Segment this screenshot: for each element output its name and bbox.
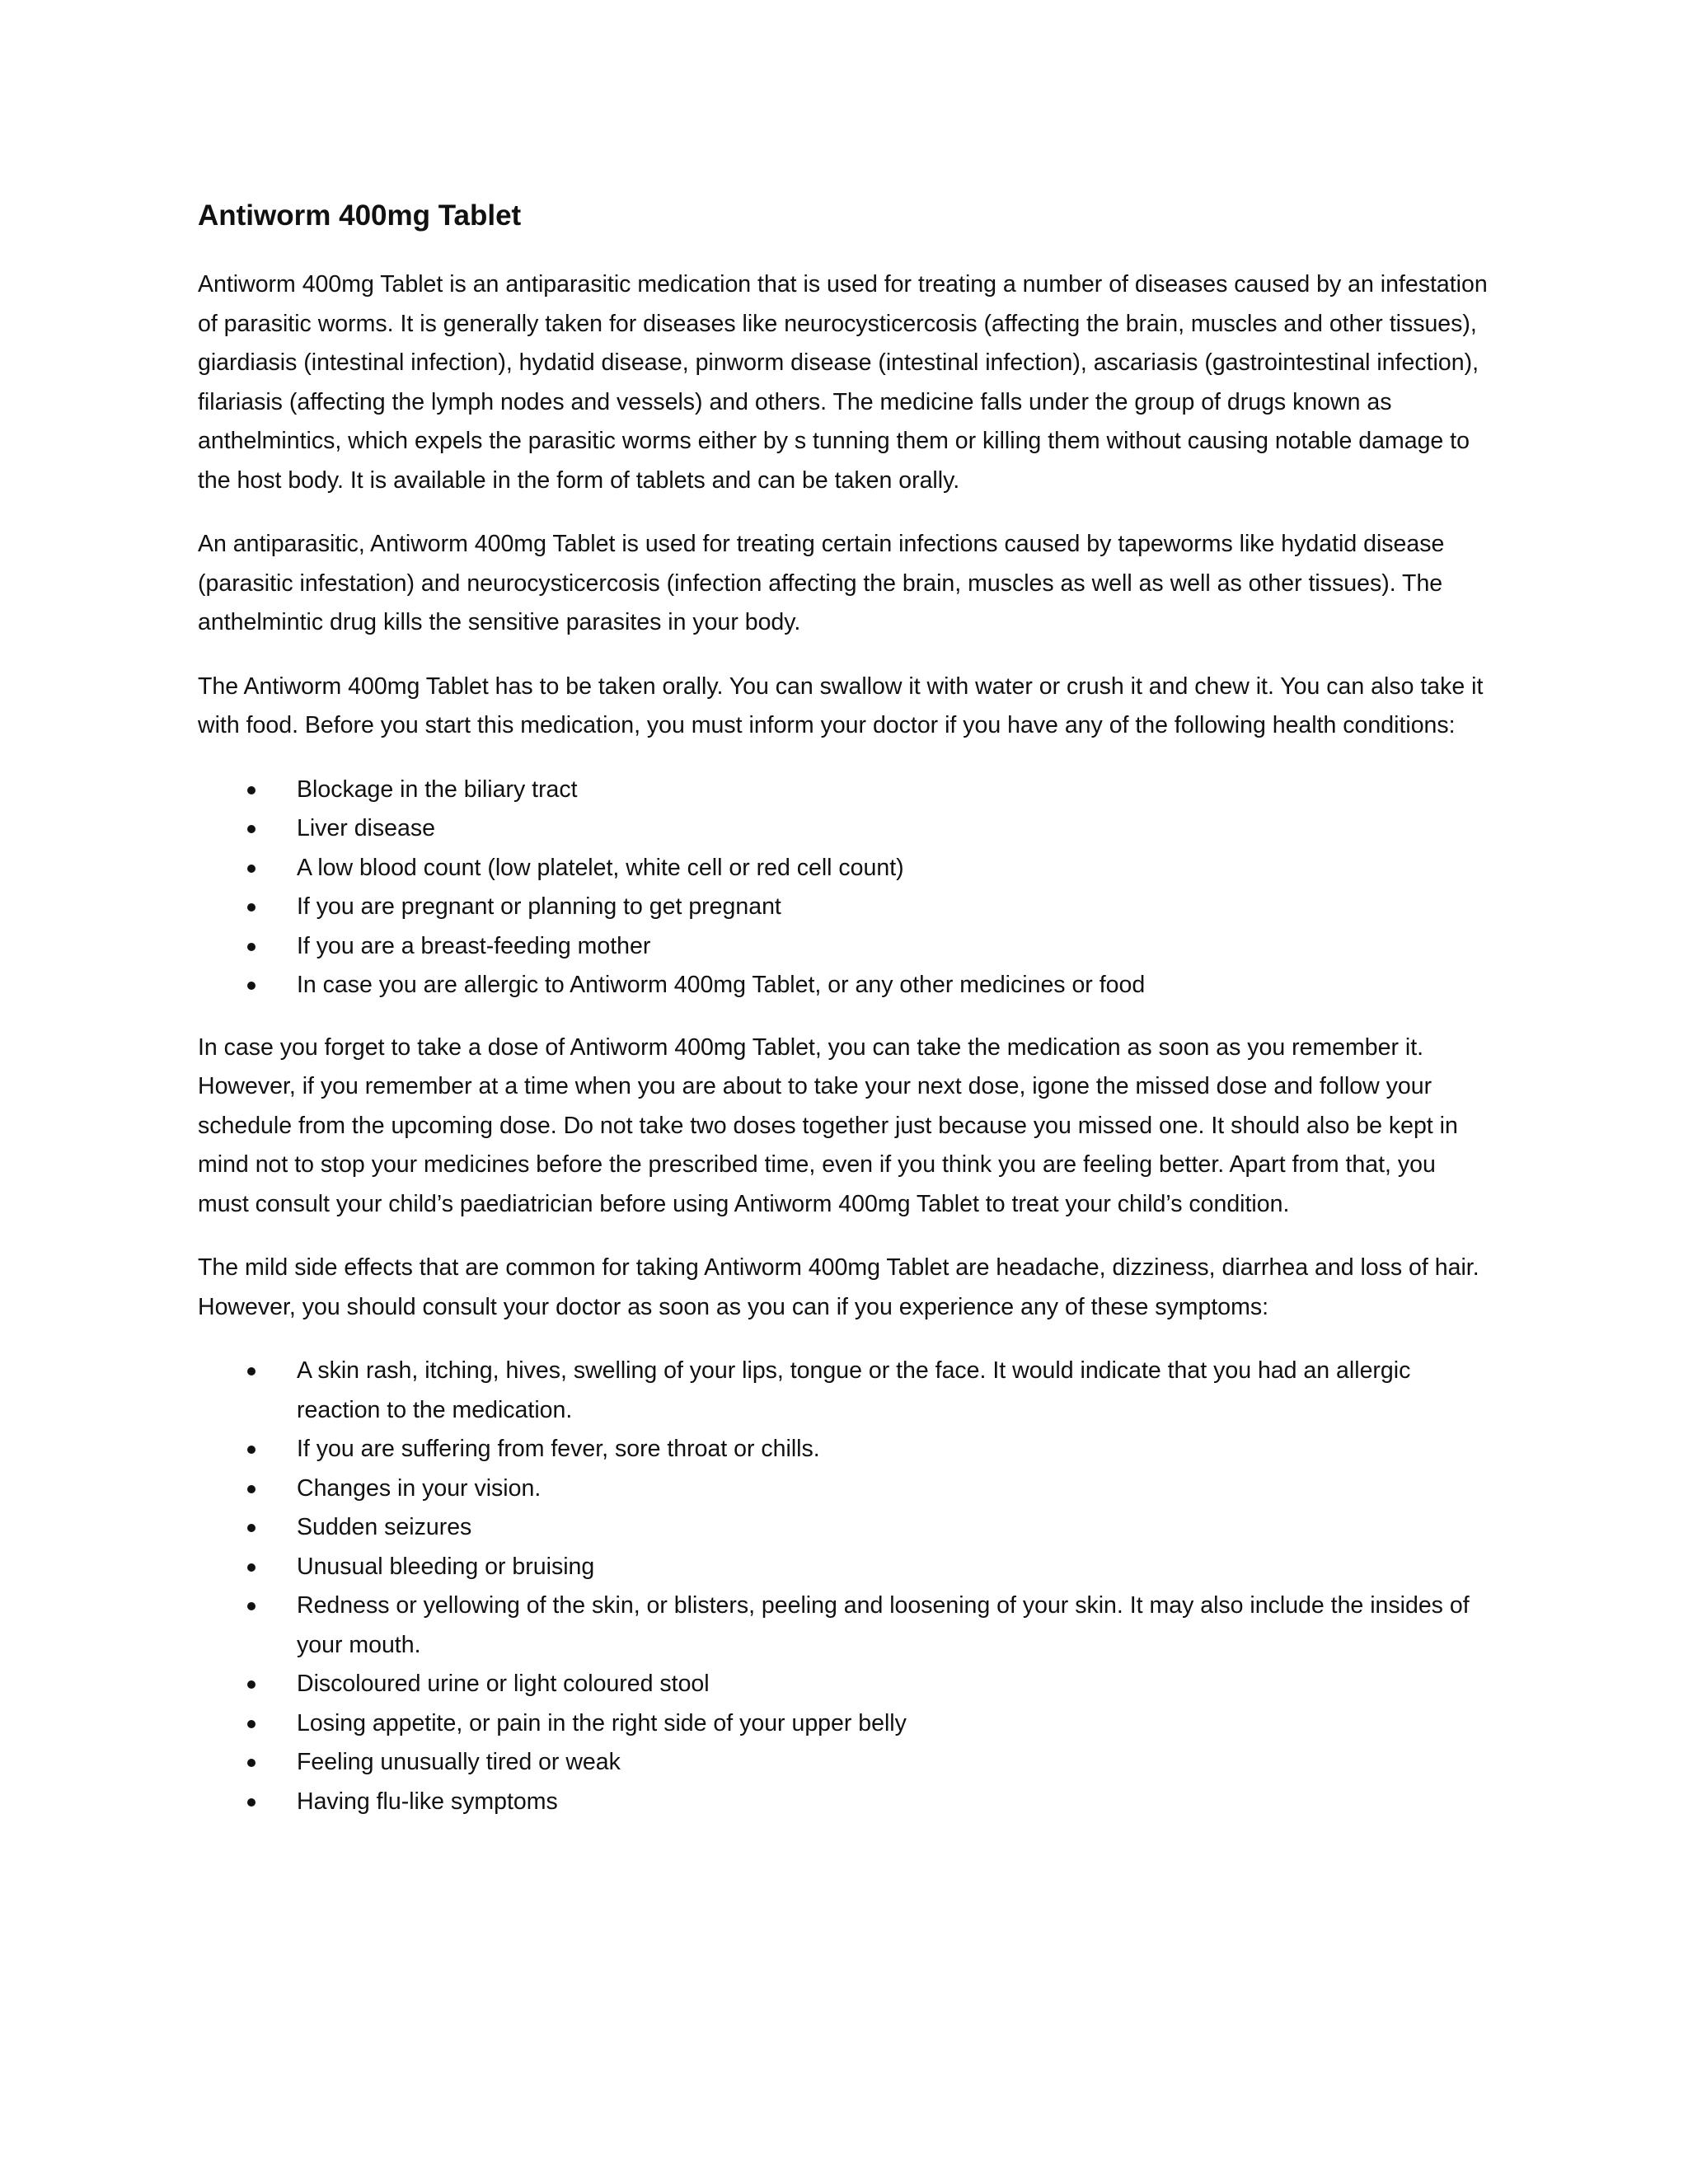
bullet-icon: [247, 1759, 256, 1767]
list-item-text: In case you are allergic to Antiworm 400mg Tablet, or any other medicines or food: [297, 972, 1146, 998]
paragraph-side-effects: The mild side effects that are common for taking Antiworm 400mg Tablet are headache, dizziness, diarrhea and loss of hair. However, you should consult your doctor as soon as you can if you experience any of these symptoms:: [198, 1254, 1479, 1320]
list-item: [198, 1704, 1492, 1744]
bullet-icon: [247, 786, 256, 794]
list-item: [198, 1548, 1492, 1587]
list-item-text: Blockage in the biliary tract: [297, 776, 578, 803]
list-item-text: If you are suffering from fever, sore throat or chills.: [297, 1436, 820, 1462]
list-item-text: If you are a breast-feeding mother: [297, 932, 651, 959]
bullet-icon: [247, 1485, 256, 1493]
list-item: [198, 1508, 1492, 1548]
symptoms-list: [198, 1352, 1492, 1821]
bullet-icon: [247, 1367, 256, 1376]
list-item: [198, 1743, 1492, 1783]
list-item-text: Sudden seizures: [297, 1514, 472, 1540]
list-item-text: Discoloured urine or light coloured stool: [297, 1671, 710, 1697]
list-item: [198, 1586, 1492, 1665]
list-item-text: Redness or yellowing of the skin, or blisters, peeling and loosening of your skin. It may also include the insides of your mouth.: [297, 1592, 1470, 1658]
paragraph-missed-dose: In case you forget to take a dose of Antiworm 400mg Tablet, you can take the medication as soon as you remember it. However, if you remember at a time when you are about to take your next dose, igone the missed dose and follow your schedule from the upcoming dose. Do not take two doses together just because you missed one. It should also be kept in mind not to stop your medicines before the prescribed time, even if you think you are feeling better. Apart from that, you must consult your child’s paediatrician before using Antiworm 400mg Tablet to treat your child’s condition.: [198, 1033, 1458, 1217]
list-item: [198, 1665, 1492, 1704]
bullet-icon: [247, 1798, 256, 1807]
bullet-icon: [247, 1446, 256, 1454]
list-item: [198, 771, 1492, 810]
bullet-icon: [247, 943, 256, 951]
health-conditions-list: [198, 771, 1492, 1005]
list-item: [198, 1430, 1492, 1469]
list-item: [198, 888, 1492, 927]
bullet-icon: [247, 982, 256, 990]
list-item-text: Changes in your vision.: [297, 1474, 542, 1502]
list-item: [198, 927, 1492, 967]
list-item: [198, 809, 1492, 849]
bullet-icon: [247, 825, 256, 833]
list-item-text: If you are pregnant or planning to get pregnant: [297, 893, 781, 920]
bullet-icon: [247, 1563, 256, 1572]
paragraph-administration: The Antiworm 400mg Tablet has to be taken orally. You can swallow it with water or crush it and chew it. You can also take it with food. Before you start this medication, you must inform your doctor if you have any of the following health conditions:: [198, 673, 1484, 738]
bullet-icon: [247, 865, 256, 873]
list-item: [198, 849, 1492, 888]
list-item-text: A skin rash, itching, hives, swelling of your lips, tongue or the face. It would indicate that you had an allergic reaction to the medication.: [297, 1357, 1411, 1423]
list-item-text: A low blood count (low platelet, white cell or red cell count): [297, 854, 904, 881]
list-item-text: Liver disease: [297, 815, 435, 841]
list-item-text: Feeling unusually tired or weak: [297, 1749, 621, 1775]
bullet-icon: [247, 1720, 256, 1728]
paragraph-antiparasitic: An antiparasitic, Antiworm 400mg Tablet is used for treating certain infections caused by tapeworms like hydatid disease (parasitic infestation) and neurocysticercosis (infection affecting the brain, muscles as well as well as other tissues). The anthelmintic drug kills the sensitive parasites in your body.: [198, 531, 1445, 635]
list-item: [198, 1783, 1492, 1822]
list-item-text: Having flu-like symptoms: [297, 1788, 558, 1815]
paragraph-overview: Antiworm 400mg Tablet is an antiparasitic medication that is used for treating a number of diseases caused by an infestation of parasitic worms. It is generally taken for diseases like neurocysticercosis (affecting the brain, muscles and other tissues), giardiasis (intestinal infection), hydatid disease, pinworm disease (intestinal infection), ascariasis (gastrointestinal infection), filariasis (affecting the lymph nodes and vessels) and others. The medicine falls under the group of drugs known as anthelmintics, which expels the parasitic worms either by s tunning them or killing them without causing notable damage to the host body. It is available in the form of tablets and can be taken orally.: [198, 271, 1488, 494]
list-item: [198, 1352, 1492, 1430]
bullet-icon: [247, 903, 256, 912]
document-title: Antiworm 400mg Tablet: [198, 199, 522, 232]
bullet-icon: [247, 1602, 256, 1610]
bullet-icon: [247, 1680, 256, 1689]
bullet-icon: [247, 1524, 256, 1532]
list-item-text: Losing appetite, or pain in the right side of your upper belly: [297, 1709, 907, 1736]
document-page: [198, 196, 1492, 1844]
list-item: [198, 1469, 1492, 1509]
list-item-text: Unusual bleeding or bruising: [297, 1553, 595, 1580]
list-item: [198, 966, 1492, 1005]
